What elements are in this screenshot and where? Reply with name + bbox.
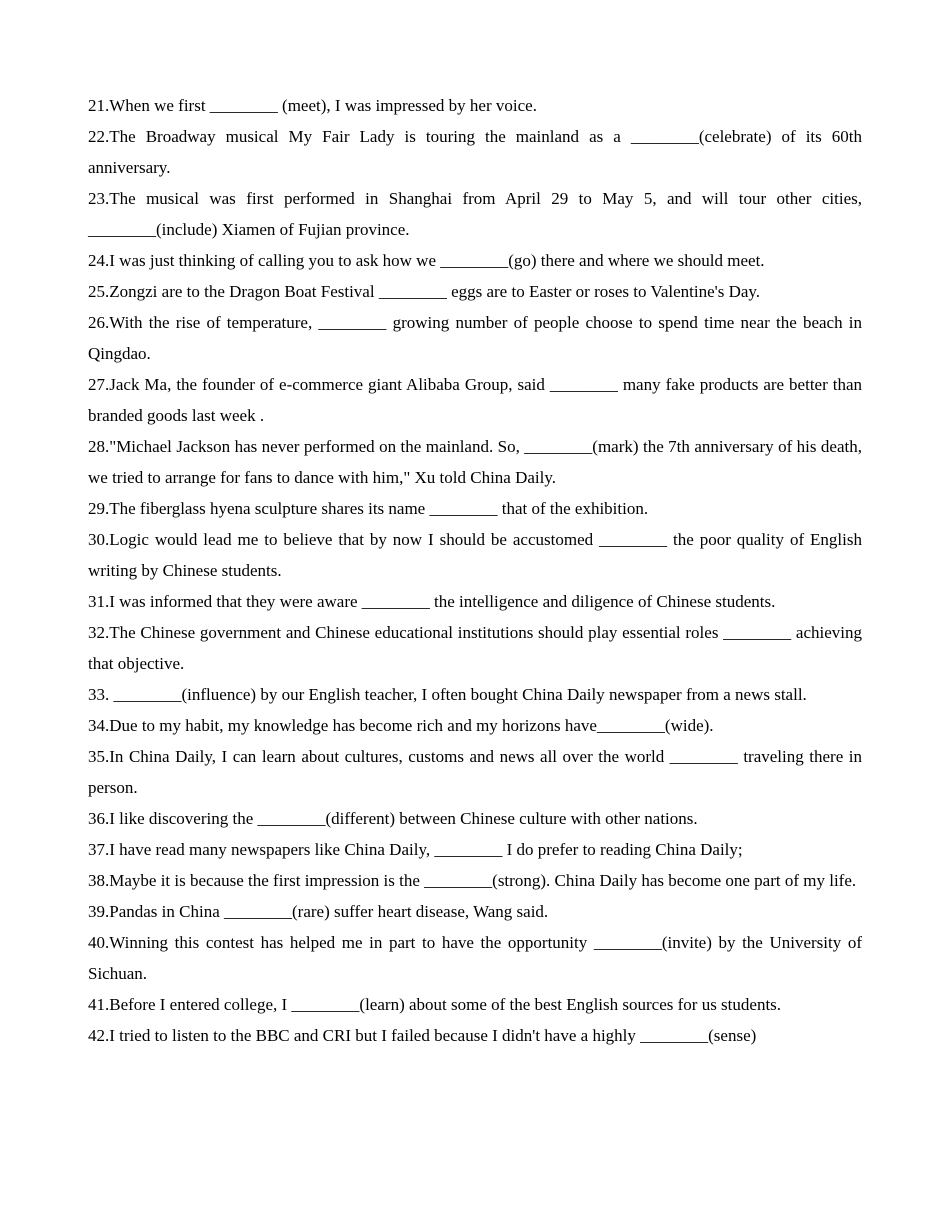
question-22: 22.The Broadway musical My Fair Lady is touring the mainland as a ________(celebrate) of its 60th anniversary. <box>88 127 862 177</box>
document-page <box>88 90 862 1051</box>
question-25: 25.Zongzi are to the Dragon Boat Festival ________ eggs are to Easter or roses to Valentine's Day. <box>88 282 761 301</box>
question-34: 34.Due to my habit, my knowledge has become rich and my horizons have________(wide). <box>88 716 714 735</box>
question-26: 26.With the rise of temperature, ________ growing number of people choose to spend time near the beach in Qingdao. <box>88 313 862 363</box>
question-39: 39.Pandas in China ________(rare) suffer heart disease, Wang said. <box>88 902 549 921</box>
question-24: 24.I was just thinking of calling you to ask how we ________(go) there and where we should meet. <box>88 251 765 270</box>
question-36: 36.I like discovering the ________(different) between Chinese culture with other nations. <box>88 809 698 828</box>
question-35: 35.In China Daily, I can learn about cultures, customs and news all over the world ________ traveling there in person. <box>88 747 862 797</box>
question-28: 28."Michael Jackson has never performed on the mainland. So, ________(mark) the 7th anniversary of his death, we tried to arrange for fans to dance with him," Xu told China Daily. <box>88 437 862 487</box>
question-23: 23.The musical was first performed in Shanghai from April 29 to May 5, and will tour other cities, ________(include) Xiamen of Fujian province. <box>88 189 862 239</box>
question-27: 27.Jack Ma, the founder of e-commerce giant Alibaba Group, said ________ many fake products are better than branded goods last week . <box>88 375 862 425</box>
question-31: 31.I was informed that they were aware ________ the intelligence and diligence of Chinese students. <box>88 592 776 611</box>
question-38: 38.Maybe it is because the first impression is the ________(strong). China Daily has become one part of my life. <box>88 871 857 890</box>
question-30: 30.Logic would lead me to believe that by now I should be accustomed ________ the poor quality of English writing by Chinese students. <box>88 530 862 580</box>
question-41: 41.Before I entered college, I ________(learn) about some of the best English sources for us students. <box>88 995 782 1014</box>
question-21: 21.When we first ________ (meet), I was impressed by her voice. <box>88 96 537 115</box>
question-29: 29.The fiberglass hyena sculpture shares its name ________ that of the exhibition. <box>88 499 649 518</box>
question-32: 32.The Chinese government and Chinese educational institutions should play essential roles ________ achieving that objective. <box>88 623 862 673</box>
question-33: 33. ________(influence) by our English teacher, I often bought China Daily newspaper from a news stall. <box>88 685 807 704</box>
question-42: 42.I tried to listen to the BBC and CRI but I failed because I didn't have a highly ________(sense) <box>88 1026 757 1045</box>
question-40: 40.Winning this contest has helped me in part to have the opportunity ________(invite) by the University of Sichuan. <box>88 933 862 983</box>
question-37: 37.I have read many newspapers like China Daily, ________ I do prefer to reading China Daily; <box>88 840 743 859</box>
